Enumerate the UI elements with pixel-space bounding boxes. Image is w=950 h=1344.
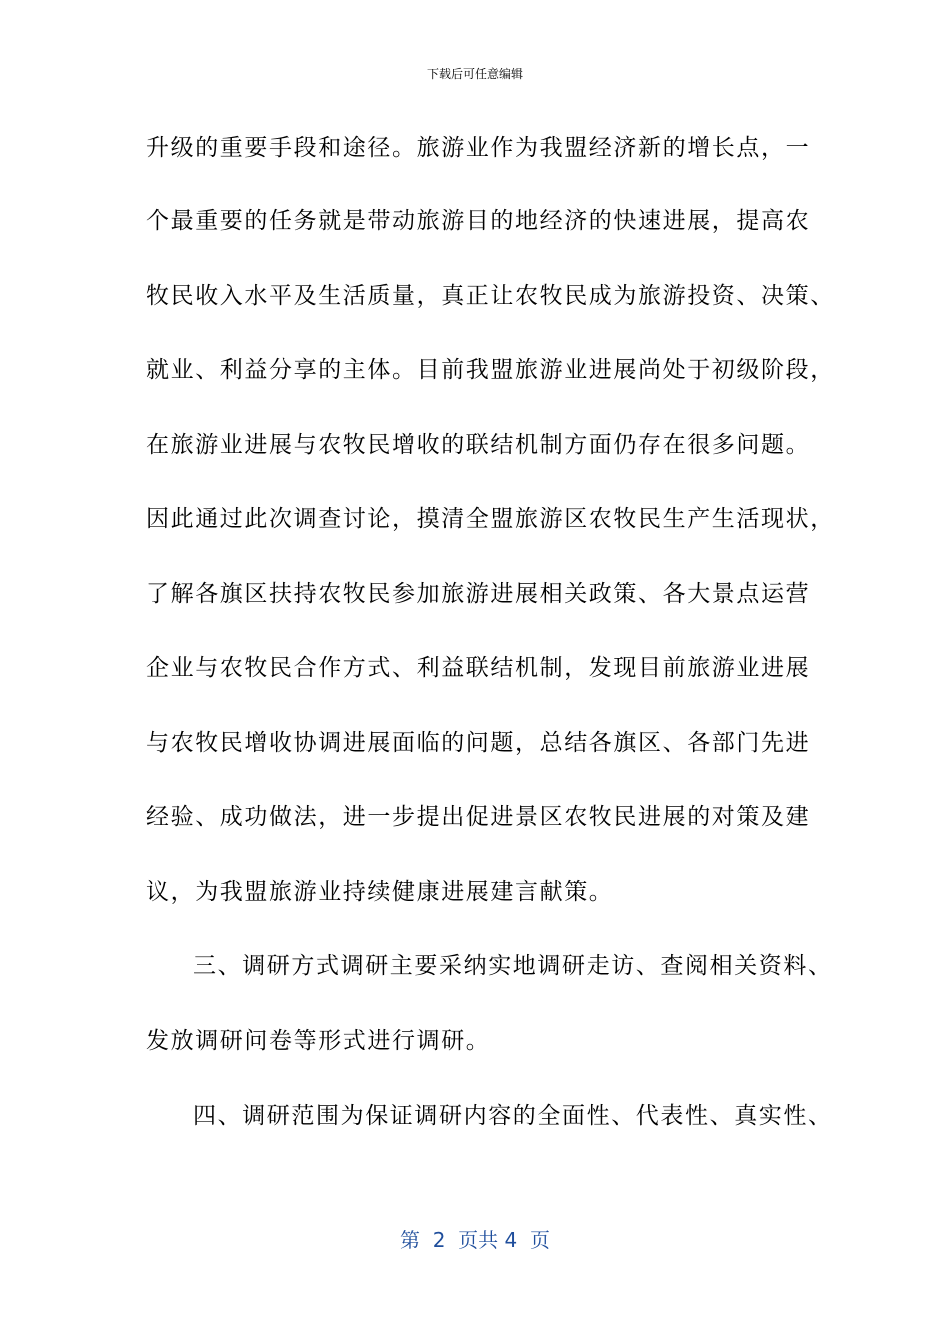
body-line-10: 经验、成功做法，进一步提出促进景区农牧民进展的对策及建 bbox=[146, 804, 811, 830]
body-line-4: 就业、利益分享的主体。目前我盟旅游业进展尚处于初级阶段， bbox=[146, 357, 835, 383]
body-line-13: 发放调研问卷等形式进行调研。 bbox=[146, 1028, 491, 1054]
body-line-5: 在旅游业进展与农牧民增收的联结机制方面仍存在很多问题。 bbox=[146, 432, 811, 458]
body-line-6: 因此通过此次调查讨论，摸清全盟旅游区农牧民生产生活现状， bbox=[146, 506, 835, 532]
body-line-14: 四、调研范围为保证调研内容的全面性、代表性、真实性、 bbox=[193, 1103, 833, 1129]
body-line-1: 升级的重要手段和途径。旅游业作为我盟经济新的增长点，一 bbox=[146, 135, 811, 161]
body-line-3: 牧民收入水平及生活质量，真正让农牧民成为旅游投资、决策、 bbox=[146, 283, 835, 309]
body-line-9: 与农牧民增收协调进展面临的问题，总结各旗区、各部门先进 bbox=[146, 730, 811, 756]
body-line-12: 三、调研方式调研主要采纳实地调研走访、查阅相关资料、 bbox=[193, 953, 833, 979]
page-header: 下载后可任意编辑 bbox=[426, 67, 523, 81]
page-number-footer: 第 2 页共 4 页 bbox=[400, 1228, 550, 1252]
body-line-7: 了解各旗区扶持农牧民参加旅游进展相关政策、各大景点运营 bbox=[146, 581, 811, 607]
body-line-11: 议，为我盟旅游业持续健康进展建言献策。 bbox=[146, 879, 614, 905]
body-line-8: 企业与农牧民合作方式、利益联结机制，发现目前旅游业进展 bbox=[146, 655, 811, 681]
body-line-2: 个最重要的任务就是带动旅游目的地经济的快速进展，提高农 bbox=[146, 208, 811, 234]
